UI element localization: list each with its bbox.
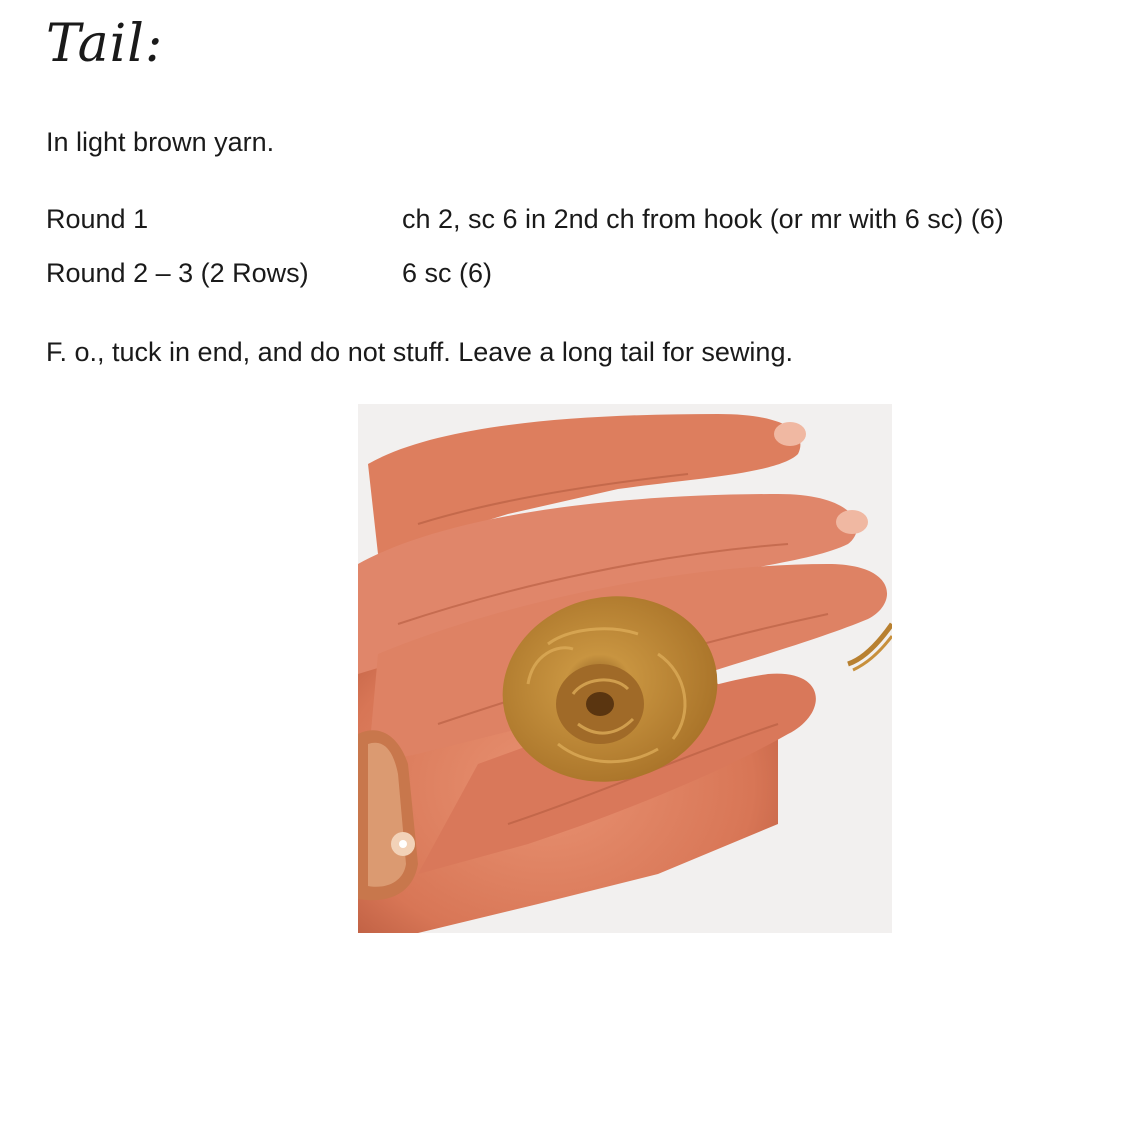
section-title: Tail:	[46, 14, 164, 74]
finishing-instructions: F. o., tuck in end, and do not stuff. Leave a long tail for sewing.	[46, 337, 793, 367]
round-2-label: Round 2 – 3 (2 Rows)	[46, 258, 309, 288]
round-1-label: Round 1	[46, 204, 149, 234]
round-1-instruction: ch 2, sc 6 in 2nd ch from hook (or mr with 6 sc) (6)	[402, 204, 1004, 234]
yarn-note: In light brown yarn.	[46, 127, 275, 157]
round-2-instruction: 6 sc (6)	[402, 258, 493, 288]
crochet-tail-photo	[358, 404, 892, 933]
